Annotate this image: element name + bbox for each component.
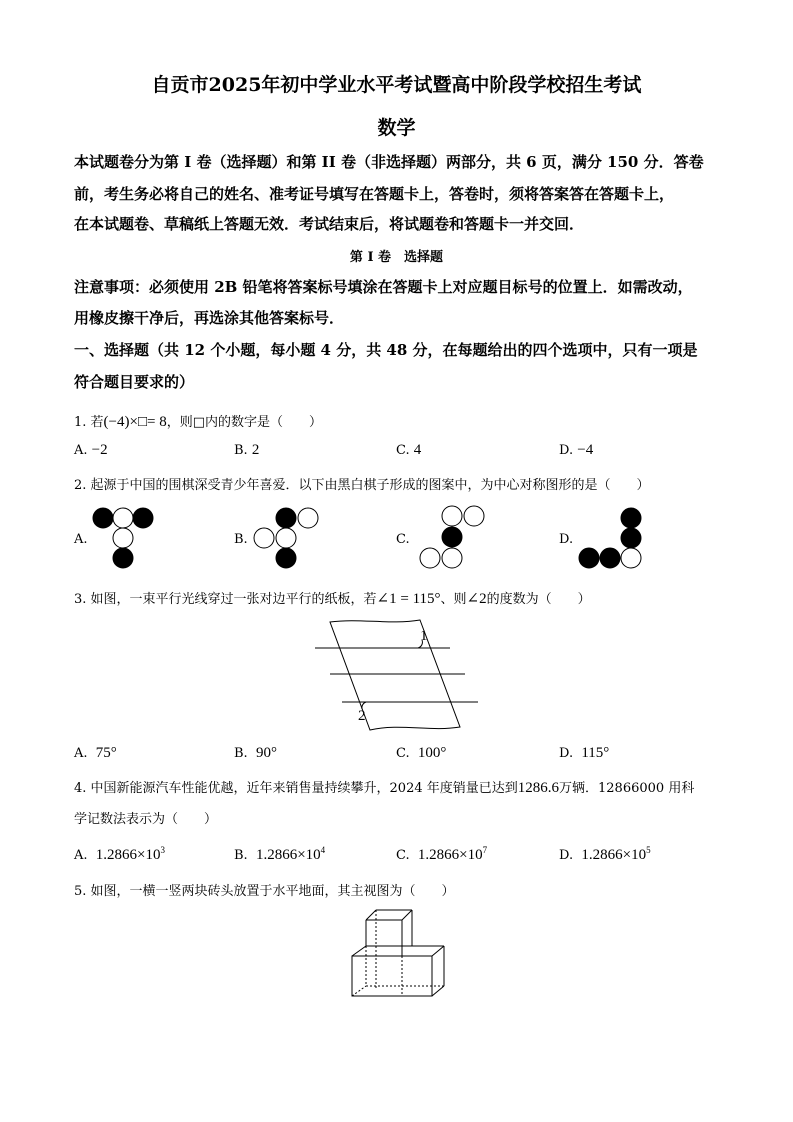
q2-option-b-label[interactable]: B. xyxy=(234,532,248,547)
angle-2-label: 2 xyxy=(358,708,366,724)
white-stone xyxy=(464,506,484,526)
option-value: 90° xyxy=(255,745,277,761)
intro-line-2: 前，考生务必将自己的姓名、准考证号填写在答题卡上，答卷时，须将答案答在答题卡上， xyxy=(74,185,675,203)
question-5-stem: 5. 如图，一横一竖两块砖头放置于水平地面，其主视图为（ ） xyxy=(74,884,455,899)
option-value: 75° xyxy=(95,745,117,761)
black-stone xyxy=(621,528,641,548)
q3-prefix: 3. 如图，一束平行光线穿过一张对边平行的纸板，若 xyxy=(74,592,377,607)
option-label: A. xyxy=(74,746,88,761)
question-1-stem xyxy=(74,411,322,431)
paper-board xyxy=(330,620,460,730)
vertical-brick xyxy=(366,910,412,956)
option-value: 100° xyxy=(417,745,447,761)
section-title: 第 I 卷 选择题 xyxy=(349,250,444,265)
q1-option-a[interactable] xyxy=(74,442,108,459)
option-value: $1.2866\times 10^7$ xyxy=(417,845,488,863)
white-stone xyxy=(113,528,133,548)
q3-angle-asked: ∠2 xyxy=(466,591,487,607)
white-stone xyxy=(420,548,440,568)
option-label: B. xyxy=(234,746,248,761)
black-stone xyxy=(93,508,113,528)
option-value: 2 xyxy=(251,442,260,458)
q2-option-c-label[interactable]: C. xyxy=(396,532,410,547)
option-label: C. xyxy=(396,443,410,458)
q2-option-a-figure[interactable] xyxy=(90,505,160,571)
option-label: A. xyxy=(74,443,88,458)
q5-bricks-figure xyxy=(348,908,448,1004)
q4-value: 1286.6 xyxy=(517,780,560,796)
question-3-stem xyxy=(74,588,591,608)
exam-title: 自贡市2025年初中学业水平考试暨高中阶段学校招生考试 xyxy=(151,74,642,96)
q3-option-c[interactable] xyxy=(396,745,446,762)
black-stone xyxy=(276,508,296,528)
q1-suffix: ，则□内的数字是（ ） xyxy=(166,415,323,430)
black-stone xyxy=(621,508,641,528)
option-label: B. xyxy=(234,848,248,863)
q3-angle-given: ∠1 = 115° xyxy=(376,591,441,607)
q3-mid: 、则 xyxy=(440,592,467,607)
question-2-stem: 2. 起源于中国的围棋深受青少年喜爱．以下由黑白棋子形成的图案中，为中心对称图形的是（ ） xyxy=(74,478,650,493)
q3-suffix: 的度数为（ ） xyxy=(486,592,591,607)
notice-line-1: 注意事项：必须使用 2B 铅笔将答案标号填涂在答题卡上对应题目标号的位置上．如需改动， xyxy=(74,278,693,296)
q4-option-a[interactable] xyxy=(74,845,165,864)
option-value: 4 xyxy=(413,442,422,458)
angle-1-label: 1 xyxy=(420,628,428,644)
q1-expression: (−4)×□= 8 xyxy=(103,414,167,430)
question-4-stem-line-1 xyxy=(74,777,694,797)
q2-option-d-label[interactable]: D. xyxy=(559,532,574,547)
q3-figure xyxy=(300,616,500,736)
white-stone xyxy=(442,506,462,526)
black-stone xyxy=(600,548,620,568)
horizontal-brick xyxy=(352,946,444,996)
option-label: A. xyxy=(74,848,88,863)
option-value: $1.2866\times 10^5$ xyxy=(581,845,651,863)
option-value: $1.2866\times 10^4$ xyxy=(255,845,326,863)
q2-option-d-figure[interactable] xyxy=(576,505,646,571)
option-label: D. xyxy=(559,848,574,863)
q1-option-b[interactable] xyxy=(234,442,259,459)
q3-option-a[interactable] xyxy=(74,745,117,762)
q2-option-a-label[interactable]: A. xyxy=(74,532,88,547)
part-heading-line-2: 符合题目要求的） xyxy=(74,373,195,391)
white-stone xyxy=(298,508,318,528)
option-value: −4 xyxy=(577,442,594,458)
option-value: $1.2866\times 10^3$ xyxy=(95,845,166,863)
black-stone xyxy=(113,548,133,568)
option-value: −2 xyxy=(91,442,108,458)
intro-line-3: 在本试题卷、草稿纸上答题无效．考试结束后，将试题卷和答题卡一并交回． xyxy=(74,215,585,233)
q2-option-c-figure[interactable] xyxy=(416,503,490,573)
notice-line-2: 用橡皮擦干净后，再选涂其他答案标号． xyxy=(74,309,345,327)
q4-option-d[interactable] xyxy=(559,845,651,864)
subject-title: 数学 xyxy=(377,117,416,139)
black-stone xyxy=(579,548,599,568)
white-stone xyxy=(254,528,274,548)
black-stone xyxy=(276,548,296,568)
q1-prefix: 1. 若 xyxy=(74,415,104,430)
intro-line-1: 本试题卷分为第 I 卷（选择题）和第 II 卷（非选择题）两部分，共 6 页，满分 150 分．答卷 xyxy=(74,153,704,171)
white-stone xyxy=(621,548,641,568)
question-4-stem-line-2: 学记数法表示为（ ） xyxy=(74,812,218,827)
white-stone xyxy=(113,508,133,528)
white-stone xyxy=(442,548,462,568)
q4-suffix: 万辆．12866000 用科 xyxy=(559,781,695,796)
option-value: 115° xyxy=(581,745,610,761)
q1-option-d[interactable] xyxy=(559,442,593,459)
white-stone xyxy=(276,528,296,548)
q3-option-b[interactable] xyxy=(234,745,277,762)
q4-prefix: 4. 中国新能源汽车性能优越，近年来销售量持续攀升，2024 年度销量已达到 xyxy=(74,781,518,796)
option-label: C. xyxy=(396,746,410,761)
black-stone xyxy=(133,508,153,528)
q3-option-d[interactable] xyxy=(559,745,609,762)
part-heading-line-1: 一、选择题（共 12 个小题，每小题 4 分，共 48 分，在每题给出的四个选项中，只有一项是 xyxy=(74,341,698,359)
option-label: B. xyxy=(234,443,248,458)
black-stone xyxy=(442,527,462,547)
option-label: D. xyxy=(559,746,574,761)
q4-option-c[interactable] xyxy=(396,845,487,864)
q1-option-c[interactable] xyxy=(396,442,421,459)
option-label: D. xyxy=(559,443,574,458)
option-label: C. xyxy=(396,848,410,863)
q2-option-b-figure[interactable] xyxy=(252,505,324,571)
q4-option-b[interactable] xyxy=(234,845,325,864)
